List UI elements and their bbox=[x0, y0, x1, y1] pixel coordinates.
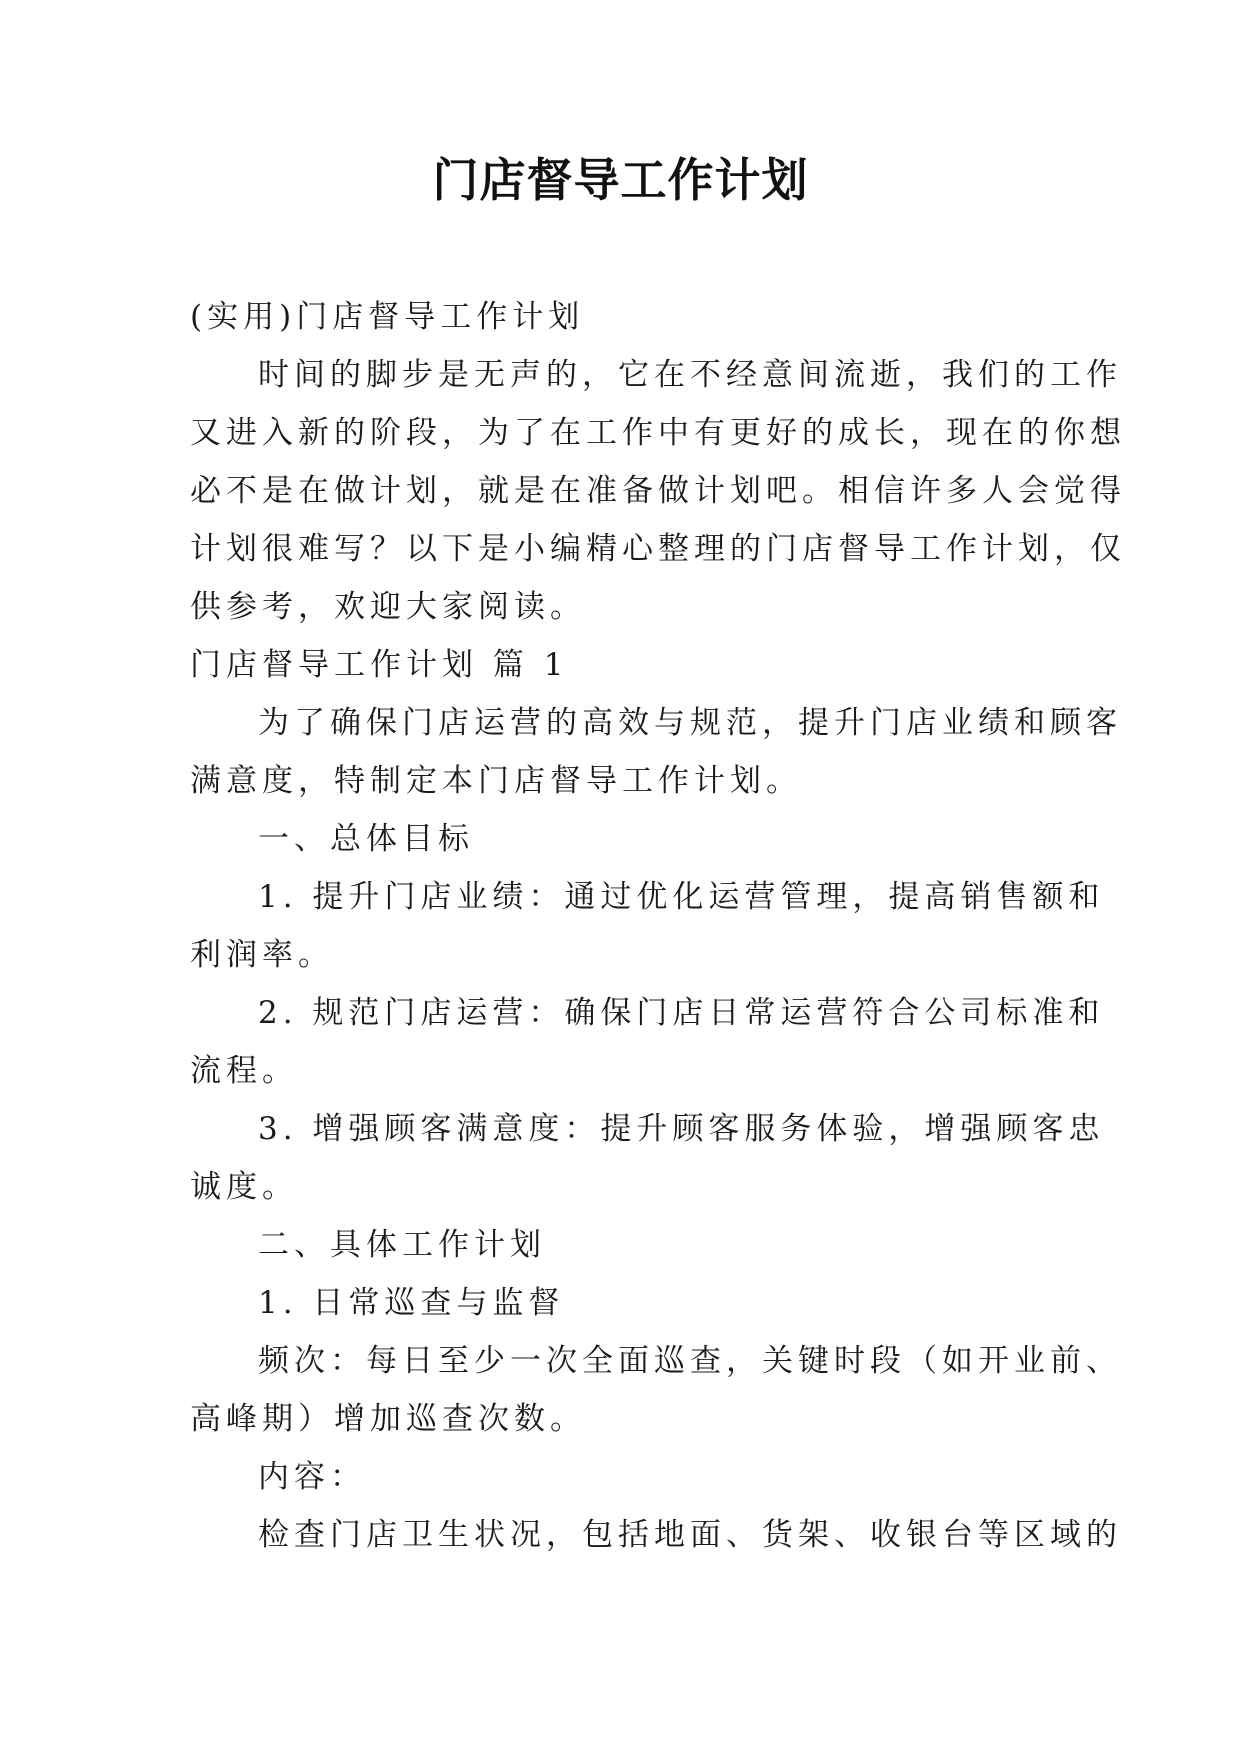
paragraph-line: 为了确保门店运营的高效与规范，提升门店业绩和顾客 bbox=[258, 705, 1122, 741]
paragraph-line: 高峰期）增加巡查次数。 bbox=[190, 1401, 586, 1437]
heading-line: 一、总体目标 bbox=[258, 821, 474, 857]
list-item: 1. 日常巡查与监督 bbox=[258, 1285, 565, 1321]
paragraph-line: 满意度，特制定本门店督导工作计划。 bbox=[190, 763, 802, 799]
list-item: 2. 规范门店运营：确保门店日常运营符合公司标准和 bbox=[258, 995, 1105, 1031]
paragraph-line: 频次：每日至少一次全面巡查，关键时段（如开业前、 bbox=[258, 1343, 1122, 1379]
paragraph-line: 检查门店卫生状况，包括地面、货架、收银台等区域的 bbox=[258, 1517, 1122, 1553]
section-heading: 门店督导工作计划 篇 1 bbox=[190, 647, 569, 683]
subtitle-line: (实用)门店督导工作计划 bbox=[190, 299, 585, 335]
list-item: 3. 增强顾客满意度：提升顾客服务体验，增强顾客忠 bbox=[258, 1111, 1105, 1147]
paragraph-line: 时间的脚步是无声的，它在不经意间流逝，我们的工作 bbox=[258, 357, 1122, 393]
heading-line: 二、具体工作计划 bbox=[258, 1227, 546, 1263]
list-item: 1. 提升门店业绩：通过优化运营管理，提高销售额和 bbox=[258, 879, 1105, 915]
list-item-continuation: 利润率。 bbox=[190, 937, 334, 973]
list-item-continuation: 诚度。 bbox=[190, 1169, 298, 1205]
paragraph-line: 供参考，欢迎大家阅读。 bbox=[190, 589, 586, 625]
paragraph-line: 内容： bbox=[258, 1459, 366, 1495]
document-title: 门店督导工作计划 bbox=[432, 153, 809, 207]
paragraph-line: 又进入新的阶段，为了在工作中有更好的成长，现在的你想 bbox=[190, 415, 1126, 451]
paragraph-line: 必不是在做计划，就是在准备做计划吧。相信许多人会觉得 bbox=[190, 473, 1126, 509]
paragraph-line: 计划很难写？以下是小编精心整理的门店督导工作计划，仅 bbox=[190, 531, 1126, 567]
list-item-continuation: 流程。 bbox=[190, 1053, 298, 1089]
document-body bbox=[190, 288, 1126, 1564]
